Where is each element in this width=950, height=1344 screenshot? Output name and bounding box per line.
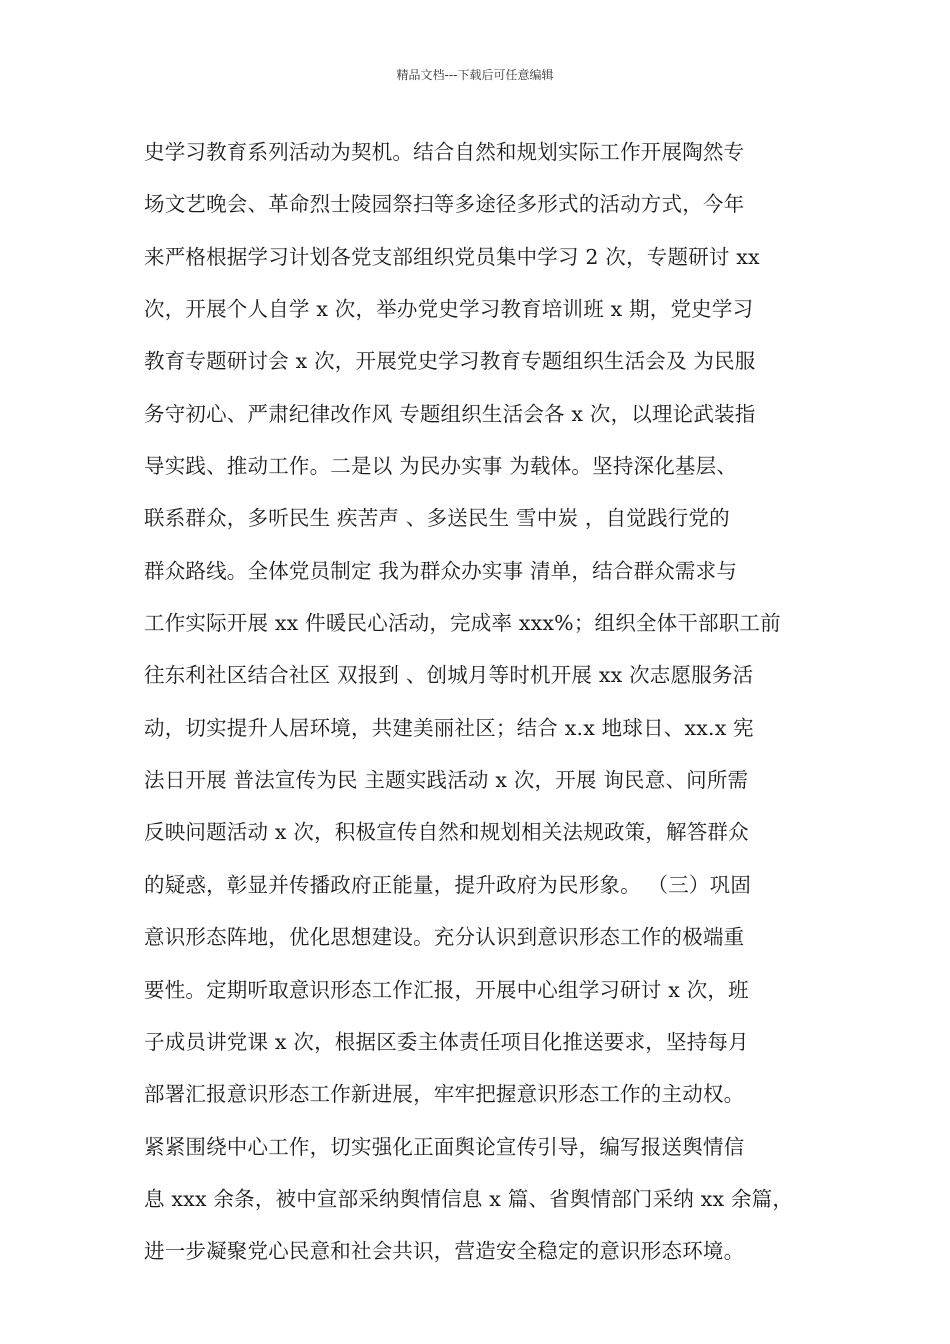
- text-line: 导实践、推动工作。二是以 为民办实事 为载体。坚持深化基层、: [144, 454, 738, 479]
- text-line: 进一步凝聚党心民意和社会共识，营造安全稳定的意识形态环境。: [144, 1239, 745, 1264]
- text-line: 场文艺晚会、革命烈士陵园祭扫等多途径多形式的活动方式，今年: [144, 192, 745, 217]
- text-line: 的疑惑，彰显并传播政府正能量，提升政府为民形象。 （三）巩固: [144, 872, 752, 897]
- document-body: [144, 126, 824, 1278]
- text-line: 教育专题研讨会 x 次，开展党史学习教育专题组织生活会及 为民服: [144, 349, 756, 374]
- text-line: 反映问题活动 x 次，积极宣传自然和规划相关法规政策，解答群众: [144, 820, 749, 845]
- text-line: 部署汇报意识形态工作新进展，牢牢把握意识形态工作的主动权。: [144, 1082, 745, 1107]
- text-line: 工作实际开展 xx 件暖民心活动，完成率 xxx%；组织全体干部职工前: [144, 611, 781, 636]
- text-line: 意识形态阵地，优化思想建设。充分认识到意识形态工作的极端重: [144, 925, 745, 950]
- text-line: 群众路线。全体党员制定 我为群众办实事 清单，结合群众需求与: [144, 558, 738, 583]
- text-line: 史学习教育系列活动为契机。结合自然和规划实际工作开展陶然专: [144, 140, 745, 164]
- text-line: 要性。定期听取意识形态工作汇报，开展中心组学习研讨 x 次，班: [144, 977, 749, 1002]
- text-line: 往东利社区结合社区 双报到 、创城月等时机开展 xx 次志愿服务活: [144, 663, 754, 688]
- text-line: 来严格根据学习计划各党支部组织党员集中学习 2 次，专题研讨 xx: [144, 244, 760, 269]
- text-line: 联系群众，多听民生 疾苦声 、多送民生 雪中炭 ，自觉践行党的: [144, 506, 730, 531]
- page-header: 精品文档---下载后可任意编辑: [396, 68, 554, 82]
- text-line: 息 xxx 余条，被中宣部采纳舆情信息 x 篇、省舆情部门采纳 xx 余篇，: [144, 1186, 794, 1211]
- text-line: 子成员讲党课 x 次，根据区委主体责任项目化推送要求，坚持每月: [144, 1029, 749, 1054]
- text-line: 次，开展个人自学 x 次，举办党史学习教育培训班 x 期，党史学习: [144, 297, 754, 322]
- text-line: 务守初心、严肃纪律改作风 专题组织生活会各 x 次，以理论武装指: [144, 401, 756, 426]
- text-line: 法日开展 普法宣传为民 主题实践活动 x 次，开展 询民意、问所需: [144, 768, 749, 793]
- text-line: 紧紧围绕中心工作，切实强化正面舆论宣传引导，编写报送舆情信: [144, 1134, 745, 1159]
- text-line: 动，切实提升人居环境，共建美丽社区；结合 x.x 地球日、xx.x 宪: [144, 715, 754, 740]
